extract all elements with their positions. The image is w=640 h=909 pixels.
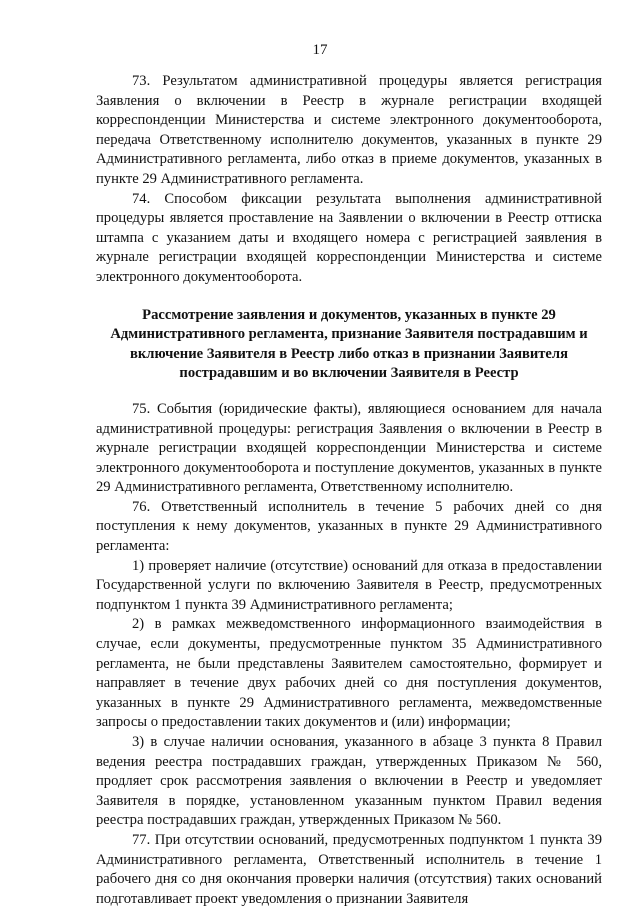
paragraph-76-item-1: 1) проверяет наличие (отсутствие) оснований для отказа в предоставлении Государственной услуги по включению Заявителя в Реестр, предусмотренных подпунктом 1 пункта 39 Административного регламента; <box>96 557 602 613</box>
paragraph-77: 77. При отсутствии оснований, предусмотренных подпунктом 1 пункта 39 Административного регламента, Ответственный исполнитель в течение 1 рабочего дня со дня окончания проверки наличия (отсутствия) таких оснований подготавливает проект уведомления о признании Заявителя <box>96 831 602 907</box>
page-number: 17 <box>312 42 328 58</box>
paragraph-76-item-2: 2) в рамках межведомственного информационного взаимодействия в случае, если документы, предусмотренные пунктом 35 Административного регламента, не были представлены Заявителем самостоятельно, формирует и направляет в течение двух рабочих дней со дня поступления документов, указанных в пункте 29 Административного регламента, межведомственные запросы о предоставлении таких документов и (или) информации; <box>96 616 602 731</box>
paragraph-74: 74. Способом фиксации результата выполнения административной процедуры является проставление на Заявлении о включении в Реестр оттиска штампа с указанием даты и входящего номера с регистрацией заявления в журнале регистрации входящей корреспонденции Министерства и системе электронного документооборота. <box>96 190 602 285</box>
paragraph-76: 76. Ответственный исполнитель в течение 5 рабочих дней со дня поступления к нему документов, указанных в пункте 29 Административного регламента: <box>96 498 602 555</box>
paragraph-75: 75. События (юридические факты), являющиеся основанием для начала административной процедуры: регистрация Заявления о включении в Реестр в журнале регистрации входящей корреспонденции Министерства и системе электронного документооборота и поступление документов, указанных в пункте 29 Административного регламента, Ответственному исполнителю. <box>96 400 602 496</box>
section-heading: Рассмотрение заявления и документов, указанных в пункте 29 Административного регламента, признание Заявителя пострадавшим и включение Заявителя в Реестр либо отказ в признании Заявителя пострадавшим и во включении Заявителя в Реестр <box>110 306 588 382</box>
paragraph-73: 73. Результатом административной процедуры является регистрация Заявления о включении в Реестр в журнале регистрации входящей корреспонденции Министерства и системе электронного документооборота, передача Ответственному исполнителю документов, указанных в пункте 29 Административного регламента, либо отказ в приеме документов, указанных в пункте 29 Административного регламента. <box>96 73 602 187</box>
paragraph-76-item-3: 3) в случае наличии основания, указанного в абзаце 3 пункта 8 Правил ведения реестра пострадавших граждан, утвержденных Приказом № 560, продляет срок рассмотрения заявления о включении в Реестр и уведомляет Заявителя в порядке, установленном указанным пунктом Правил ведения реестра пострадавших граждан, утвержденных Приказом № 560. <box>96 734 602 829</box>
document-body <box>96 72 602 909</box>
